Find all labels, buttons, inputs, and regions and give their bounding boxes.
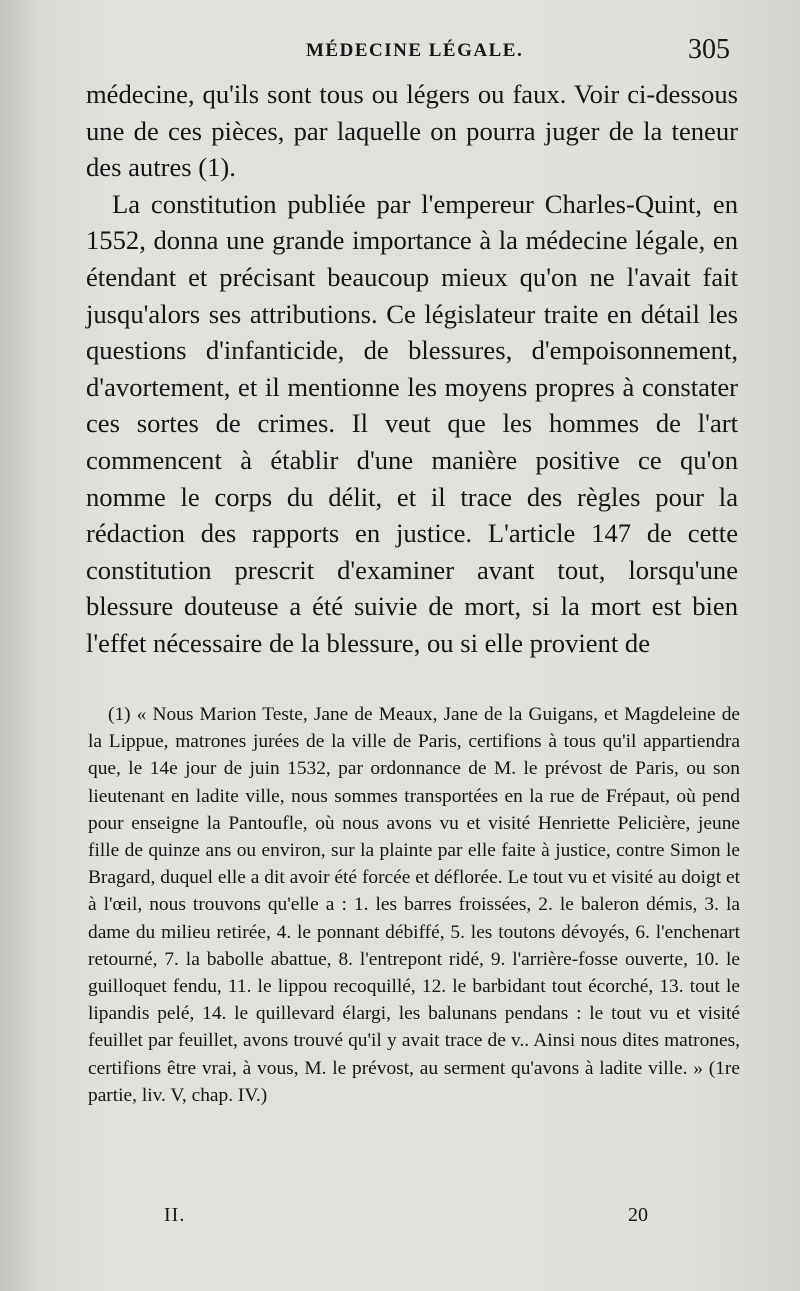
page-header [88, 34, 730, 72]
page-footer [88, 1204, 730, 1234]
paragraph-continued: médecine, qu'ils sont tous ou légers ou faux. Voir ci-dessous une de ces pièces, par laquelle on pourra juger de la teneur des autres (1). [86, 79, 738, 183]
paragraph-charles-quint: La constitution publiée par l'empereur Charles-Quint, en 1552, donna une grande importance à la médecine légale, en étendant et précisant beaucoup mieux qu'on ne l'avait fait jusqu'alors ses attributions. Ce législateur traite en détail les questions d'infanticide, de blessures, d'empoisonnement, d'avortement, et il mentionne les moyens propres à constater ces sortes de crimes. Il veut que les hommes de l'art commencent à établir d'une manière positive ce qu'on nomme le corps du délit, et il trace des règles pour la rédaction des rapports en justice. L'article 147 de cette constitution prescrit d'examiner avant tout, lorsqu'une blessure douteuse a été suivie de mort, si la mort est bien l'effet nécessaire de la blessure, ou si elle provient de [86, 188, 738, 658]
footnote: (1) « Nous Marion Teste, Jane de Meaux, Jane de la Guigans, et Magdeleine de la Lippue, matrones jurées de la ville de Paris, certifions à tous qu'il appartiendra que, le 14e jour de juin 1532, par ordonnance de M. le prévost de Paris, ou son lieutenant en ladite ville, nous sommes transportées en la rue de Frépaut, où pend pour enseigne la Pantoufle, où nous avons vu et visité Henriette Pelicière, jeune fille de quinze ans ou environ, sur la plainte par elle faite à justice, contre Simon le Bragard, duquel elle a dit avoir été forcée et déflorée. Le tout vu et visité au doigt et à l'œil, nous trouvons qu'elle a : 1. les barres froissées, 2. le baleron démis, 3. la dame du milieu retirée, 4. le ponnant débiffé, 5. les toutons dévoyés, 6. l'enchenart retourné, 7. la babolle abattue, 8. l'entrepont ridé, 9. l'arrière-fosse ouverte, 10. le guilloquet fendu, 11. le lippou recoquillé, 12. le barbidant tout écorché, 13. tout le lipandis pelé, 14. le quillevard élargi, les balunans pendans : le tout vu et visité feuillet par feuillet, avons trouvé qu'il y avait trace de v.. Ainsi nous dites matrones, certifions être vrai, à vous, M. le prévost, au serment qu'avons à ladite ville. » (1re partie, liv. V, chap. IV.) [88, 704, 740, 1106]
running-head: MÉDECINE LÉGALE. [306, 40, 524, 61]
page-number: 305 [688, 34, 730, 65]
sheet-number: 20 [628, 1204, 648, 1226]
main-text [86, 76, 738, 662]
signature-mark: II. [164, 1204, 186, 1226]
